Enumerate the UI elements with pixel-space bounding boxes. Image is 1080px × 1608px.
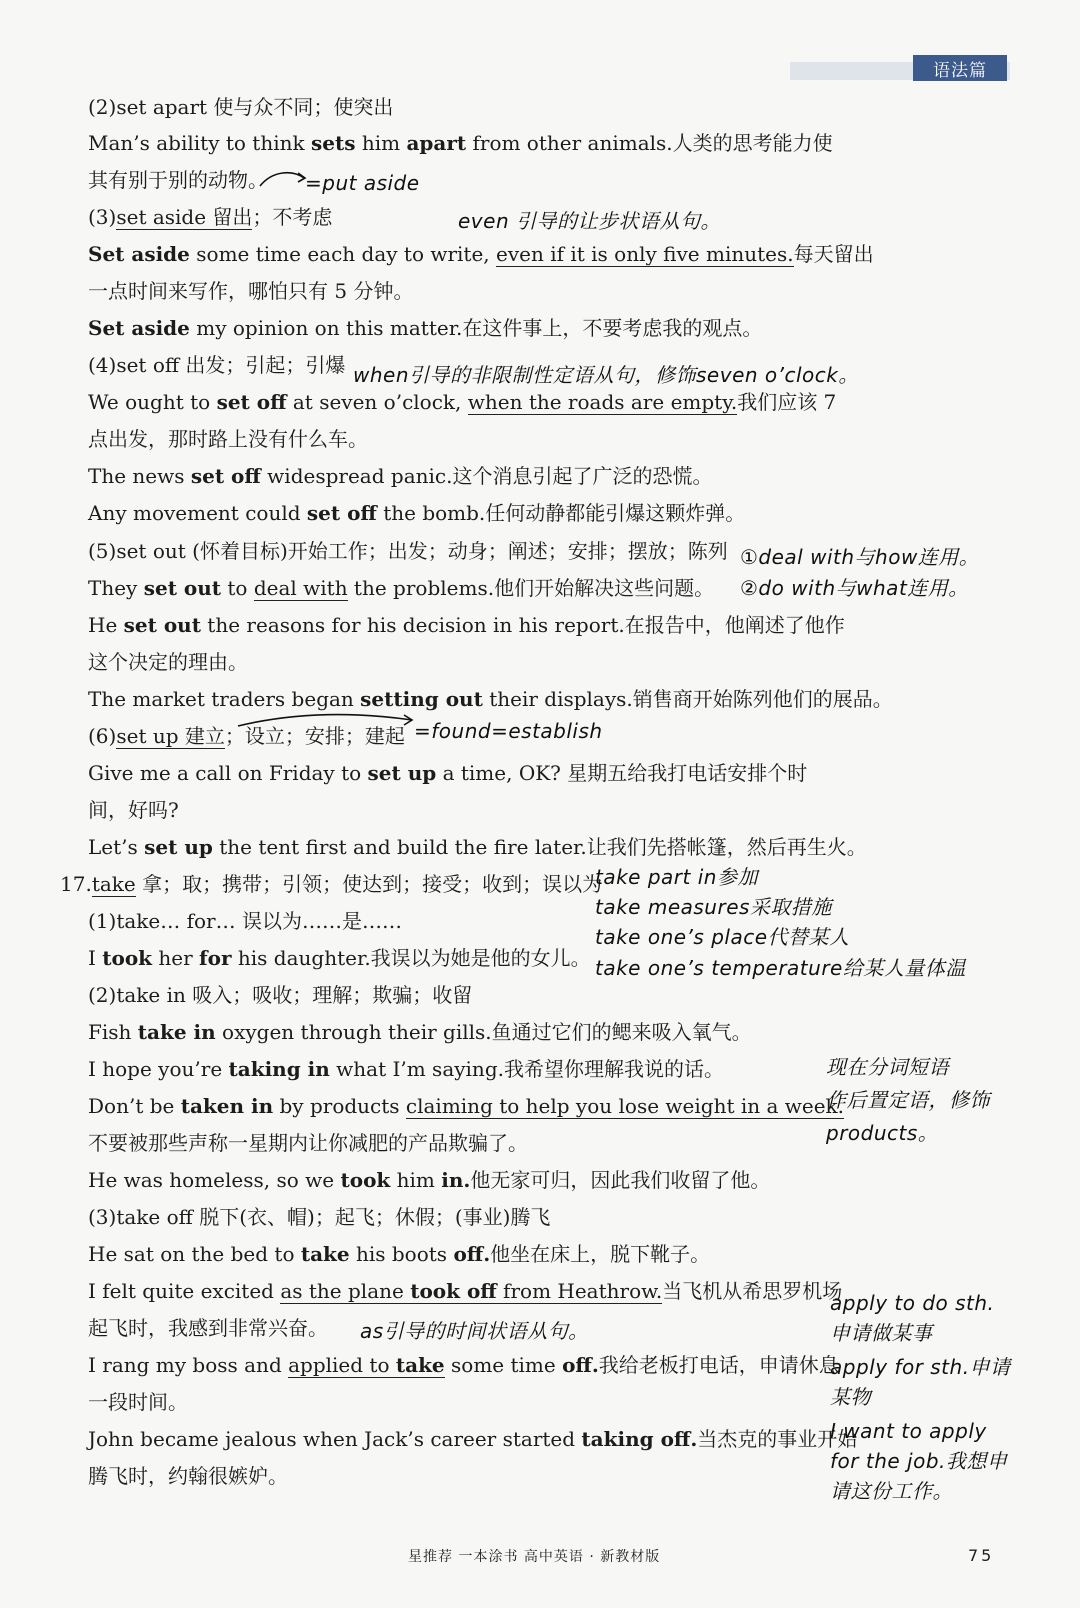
text-run: to [221,576,254,600]
text-run: at seven o’clock, [286,390,468,414]
text-line [88,1167,770,1193]
text-run: him [390,1168,442,1192]
underlined-text: even if it is only five minutes. [496,242,794,266]
text-line [88,1056,724,1082]
text-run: 17. [60,872,92,896]
text-run: him [355,131,407,155]
handwritten-note: take part in参加 [595,865,758,889]
bold-phrase: taking in [228,1057,330,1081]
page-number: 75 [968,1546,995,1565]
text-run: (4)set off 出发；引起；引爆 [88,353,346,377]
text-run: their displays.销售商开始陈列他们的展品。 [482,687,893,711]
bold-phrase: setting out [360,687,483,711]
underlined-text: as the plane [280,1279,411,1303]
text-run: 他无家可归，因此我们收留了他。 [470,1168,771,1192]
text-run: 他坐在床上，脱下靴子。 [490,1242,711,1266]
handwritten-note: =found=establish [414,719,603,743]
text-run: I felt quite excited [88,1279,281,1303]
arrow-icon [236,710,416,730]
text-run: 间，好吗? [88,798,179,822]
text-run: 我给老板打电话，申请休息 [598,1353,839,1377]
text-run: 每天留出 [793,242,874,266]
text-line [88,797,179,823]
text-line [88,315,762,341]
bold-phrase: set up [367,761,437,785]
text-line [60,871,602,897]
text-run: 其有别于别的动物。 [88,168,268,192]
handwritten-note: take one’s temperature给某人量体温 [595,956,966,980]
text-run: I hope you’re [88,1057,229,1081]
text-run: 我们应该 7 [737,390,837,414]
text-line [88,241,874,267]
handwritten-note: 申请做某事 [830,1321,933,1345]
text-run: (2)take in 吸入；吸收；理解；欺骗；收留 [88,983,473,1007]
text-run: He [88,613,124,637]
handwritten-note: ①deal with与how连用。 [740,545,980,569]
underlined-text: deal with [253,576,348,600]
text-run: 起飞时，我感到非常兴奋。 [88,1316,328,1340]
text-run: the tent first and build the fire later.让我们先搭帐篷，然后再生火。 [212,835,867,859]
handwritten-note: 某物 [830,1385,871,1409]
text-run: He sat on the bed to [88,1242,301,1266]
text-run: (2)set apart 使与众不同；使突出 [88,95,394,119]
text-line [88,1093,844,1119]
text-run: Let’s [88,835,145,859]
text-line [88,1389,188,1415]
bold-phrase: took [102,946,153,970]
handwritten-note: 请这份工作。 [830,1479,953,1503]
text-run: a time, OK? 星期五给我打电话安排个时 [436,761,808,785]
text-run: some time each day to write, [189,242,496,266]
text-run: widespread panic.这个消息引起了广泛的恐慌。 [260,464,713,488]
text-run: his boots [349,1242,454,1266]
bold-phrase: Set aside [88,242,190,266]
text-run: by products [273,1094,406,1118]
text-run: Don’t be [88,1094,181,1118]
bold-phrase: set off [216,390,287,414]
text-run: They [88,576,144,600]
text-line [88,1315,328,1341]
text-run: (1)take… for… 误以为……是…… [88,909,402,933]
text-line [88,834,867,860]
handwritten-note: take one’s place代替某人 [595,925,850,949]
text-line [88,945,591,971]
handwritten-note: apply for sth.申请 [830,1355,1011,1379]
text-run: The news [88,464,191,488]
underlined-text: set up 建立 [116,724,225,748]
bold-phrase: take [300,1242,350,1266]
text-line [88,1019,752,1045]
text-run: ；设立；安排；建起 [224,724,405,748]
text-line [88,389,836,415]
bold-phrase: took off [410,1279,497,1303]
bold-phrase: sets [310,131,356,155]
text-line [88,982,472,1008]
handwritten-note: take measures采取措施 [595,895,832,919]
text-run: my opinion on this matter.在这件事上，不要考虑我的观点。 [189,316,763,340]
handwritten-note: as引导的时间状语从句。 [360,1319,589,1343]
text-run: (3)take off 脱下(衣、帽)；起飞；休假；(事业)腾飞 [88,1205,551,1229]
text-line [88,908,402,934]
text-run: ；不考虑 [252,205,333,229]
text-line [88,94,393,120]
underlined-text: from Heathrow. [496,1279,663,1303]
bold-phrase: take in [137,1020,216,1044]
bold-phrase: set out [143,576,222,600]
text-line [88,130,833,156]
bold-phrase: apart [406,131,467,155]
text-line [88,500,745,526]
text-run: 拿；取；携带；引领；使达到；接受；收到；误以为 [135,872,603,896]
text-line [88,1352,839,1378]
underlined-text: take [91,872,136,896]
text-run: 点出发，那时路上没有什么车。 [88,427,368,451]
text-line [88,1204,550,1230]
text-run: (6) [88,724,117,748]
text-run: his daughter.我误以为她是他的女儿。 [231,946,591,970]
bold-phrase: took [340,1168,391,1192]
underlined-text: claiming to help you lose weight in a week. [405,1094,845,1118]
text-run: 当飞机从希思罗机场 [662,1279,843,1303]
handwritten-note: 作后置定语，修饰 [826,1088,990,1112]
text-run: The market traders began [88,687,361,711]
text-run: John became jealous when Jack’s career started [88,1427,582,1451]
handwritten-note: ②do with与what连用。 [740,576,969,600]
section-badge: 语法篇 [913,55,1007,81]
handwritten-note: products。 [826,1121,939,1145]
text-run: I rang my boss and [88,1353,289,1377]
text-line [88,575,714,601]
text-run: what I’m saying.我希望你理解我说的话。 [329,1057,724,1081]
text-run: the bomb.任何动静都能引爆这颗炸弹。 [376,501,746,525]
text-run: 腾飞时，约翰很嫉妒。 [88,1464,288,1488]
text-run: from other animals.人类的思考能力使 [466,131,833,155]
text-run: her [152,946,200,970]
text-line [88,463,712,489]
text-run: We ought to [88,390,217,414]
arrow-icon [258,168,308,190]
text-line [88,1241,710,1267]
text-run: 一点时间来写作，哪怕只有 5 分钟。 [88,279,414,303]
text-line [88,352,345,378]
text-line [88,760,807,786]
bold-phrase: in. [441,1168,471,1192]
text-run: some time [444,1353,563,1377]
text-line [88,649,248,675]
text-line [88,1130,528,1156]
bold-phrase: for [199,946,232,970]
bold-phrase: taking off. [581,1427,698,1451]
text-line [88,538,728,564]
underlined-text: when the roads are empty. [467,390,738,414]
text-run: Any movement could [88,501,307,525]
underlined-text: set aside 留出 [116,205,253,229]
text-line [88,278,413,304]
handwritten-note: when引导的非限制性定语从句，修饰seven o’clock。 [353,363,859,387]
handwritten-note: =put aside [305,171,420,195]
text-run: the problems.他们开始解决这些问题。 [347,576,715,600]
text-line [88,1463,288,1489]
text-run: Fish [88,1020,138,1044]
handwritten-note: even 引导的让步状语从句。 [458,209,721,233]
handwritten-note: for the job.我想申 [830,1449,1008,1473]
bold-phrase: off. [562,1353,599,1377]
text-run: oxygen through their gills.鱼通过它们的鳃来吸入氧气。 [215,1020,752,1044]
handwritten-note: 现在分词短语 [826,1055,949,1079]
bold-phrase: set off [306,501,377,525]
bold-phrase: taken in [180,1094,274,1118]
text-run: I [88,946,103,970]
handwritten-note: I want to apply [830,1419,987,1443]
text-run: 这个决定的理由。 [88,650,248,674]
text-line [88,1426,857,1452]
text-run: (3) [88,205,117,229]
handwritten-note: apply to do sth. [830,1291,995,1315]
bold-phrase: set off [190,464,261,488]
text-line [88,1278,842,1304]
text-run: 一段时间。 [88,1390,188,1414]
bold-phrase: Set aside [88,316,190,340]
text-line [88,426,368,452]
text-run: Give me a call on Friday to [88,761,368,785]
text-run: (5)set out (怀着目标)开始工作；出发；动身；阐述；安排；摆放；陈列 [88,539,728,563]
text-run: He was homeless, so we [88,1168,341,1192]
text-line [88,612,845,638]
text-line [88,686,893,712]
bold-phrase: set out [123,613,201,637]
text-run: 不要被那些声称一星期内让你减肥的产品欺骗了。 [88,1131,528,1155]
footer-text: 星推荐 一本涂书 高中英语 · 新教材版 [408,1549,661,1565]
text-run: 当杰克的事业开始 [697,1427,858,1451]
text-line [88,204,332,230]
text-line [88,167,268,193]
bold-phrase: take [395,1353,445,1377]
text-run: Man’s ability to think [88,131,311,155]
bold-phrase: off. [453,1242,491,1266]
bold-phrase: set up [144,835,213,859]
text-run: the reasons for his decision in his report.在报告中，他阐述了他作 [200,613,845,637]
underlined-text: applied to [288,1353,396,1377]
